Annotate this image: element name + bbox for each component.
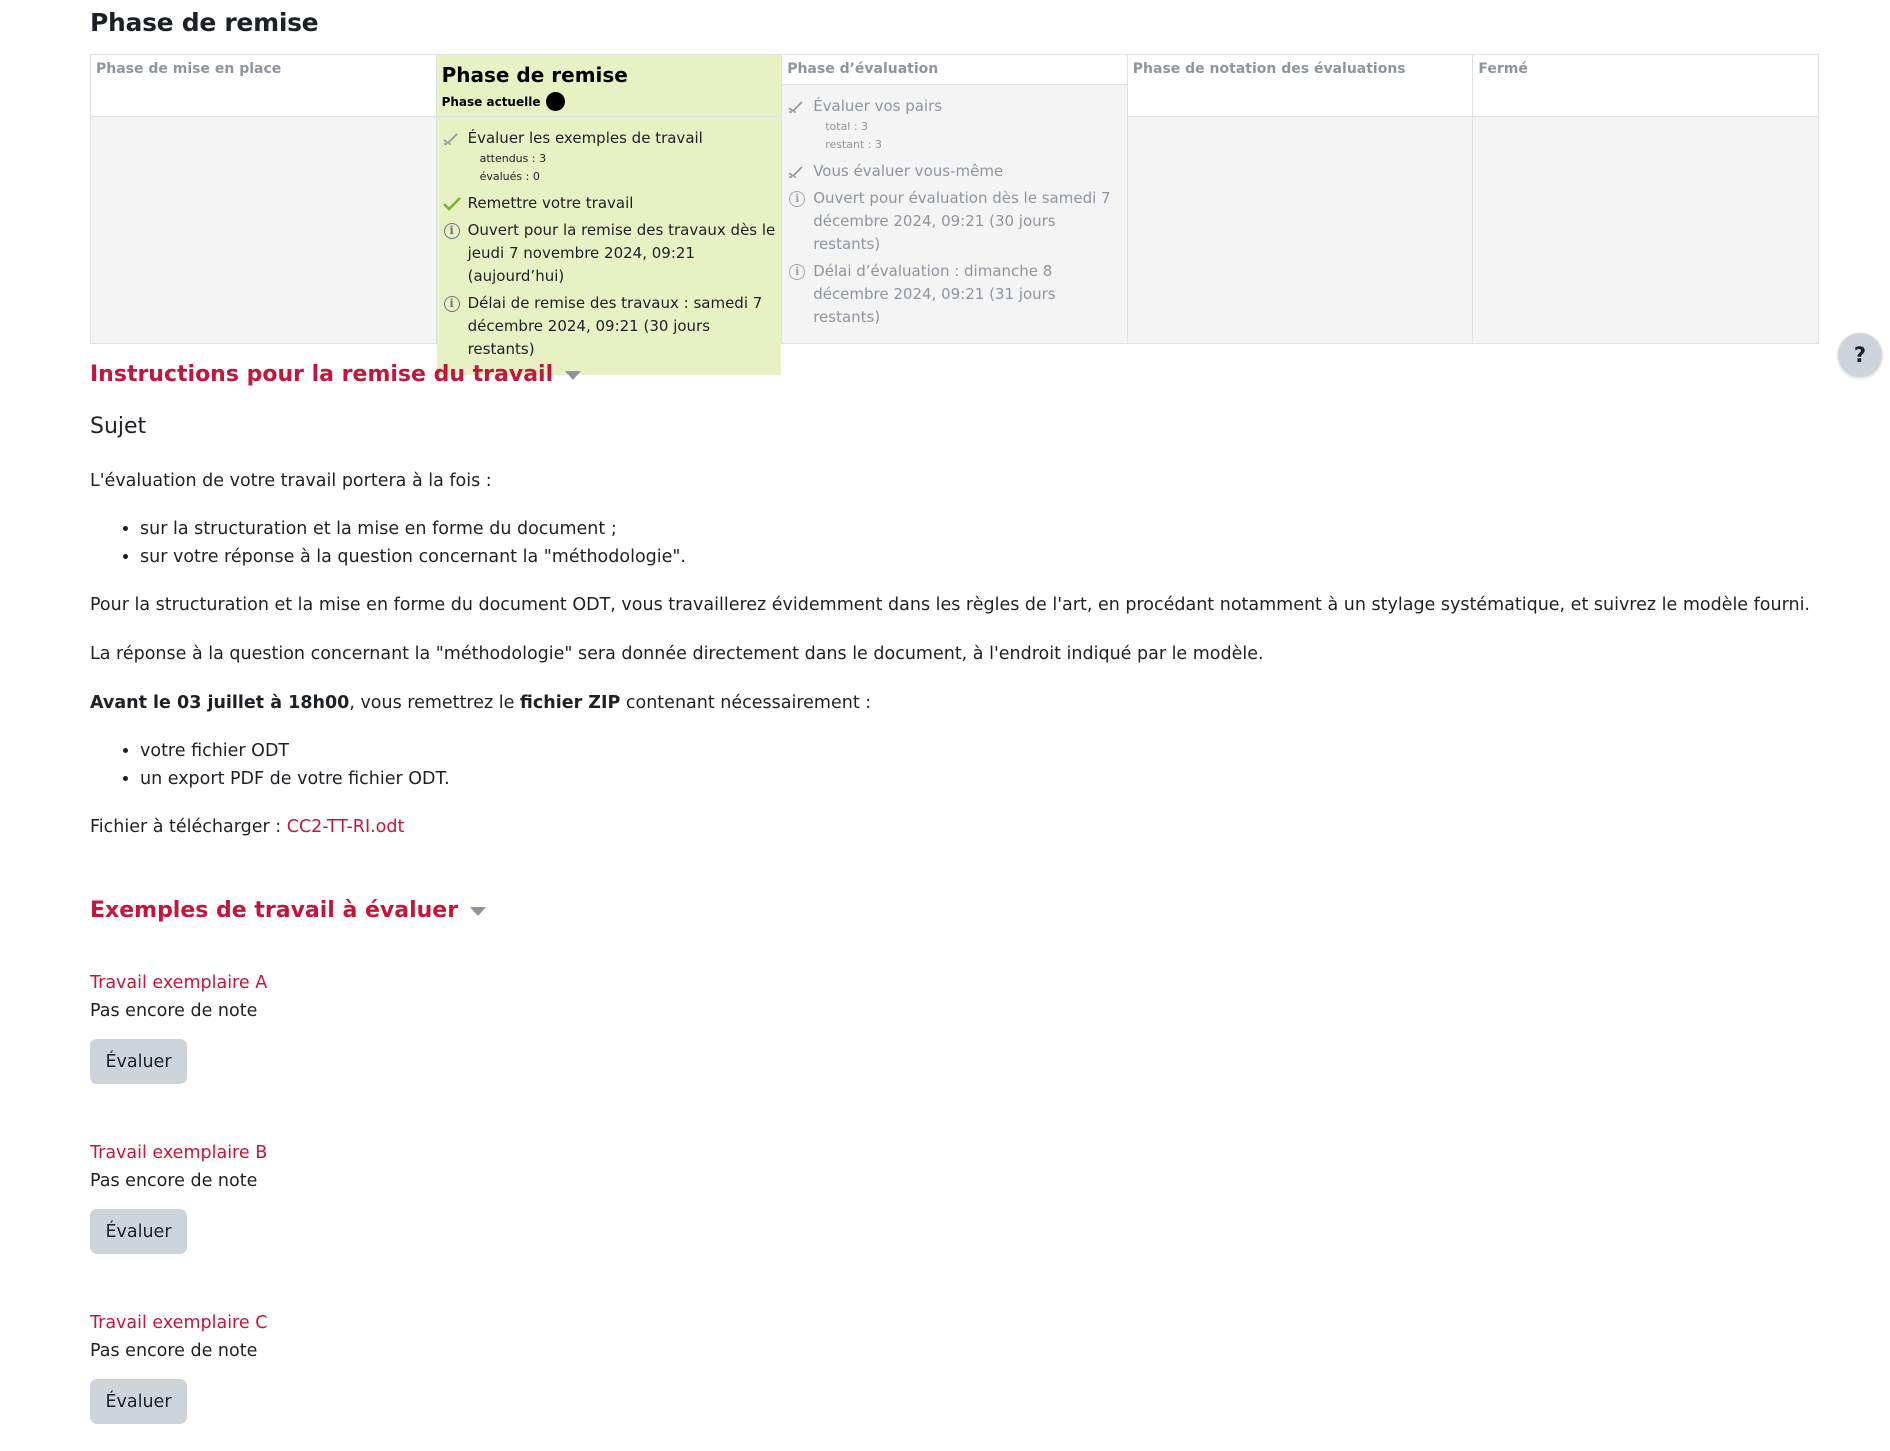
todo-check-icon <box>787 95 807 118</box>
task-assess-peers-details <box>825 118 1122 154</box>
phase-closed-name: Fermé <box>1473 55 1818 117</box>
example-submission-a <box>90 969 267 1084</box>
open-for-assessment-text: Ouvert pour évaluation dès le samedi 7 décembre 2024, 09:21 (30 jours restants) <box>813 189 1111 253</box>
example-grade: Pas encore de note <box>90 1171 258 1191</box>
file-type-bold: fichier ZIP <box>519 693 621 713</box>
task-submit-work <box>442 192 777 215</box>
task-assess-self-label: Vous évaluer vous-même <box>813 162 1004 180</box>
instructions-content <box>90 467 1819 841</box>
deliverable-item: • un export PDF de votre fichier ODT. <box>140 765 1819 793</box>
deadline-mid: , vous remettrez le <box>349 693 520 713</box>
phase-grading-evaluation-name: Phase de notation des évaluations <box>1128 55 1473 117</box>
task-assess-self <box>787 160 1122 183</box>
done-check-icon <box>442 192 462 215</box>
example-grade: Pas encore de note <box>90 1001 258 1021</box>
current-phase-label: Phase actuelle <box>441 94 541 109</box>
caret-down-icon <box>565 371 581 380</box>
phase-setup-tasks <box>91 117 436 343</box>
task-assess-examples <box>442 127 777 150</box>
examples-expected-count: attendus : 3 <box>479 152 547 165</box>
task-assessment-deadline <box>787 260 1122 329</box>
criteria-item: • sur la structuration et la mise en forme du document ; <box>140 515 1819 543</box>
caret-down-icon <box>470 907 486 916</box>
download-line <box>90 813 1819 841</box>
open-for-submission-text: Ouvert pour la remise des travaux dès le jeudi 7 novembre 2024, 09:21 (aujourd’hui) <box>467 221 776 285</box>
task-assess-examples-label: Évaluer les exemples de travail <box>467 129 703 147</box>
instructions-paragraph-2: La réponse à la question concernant la "méthodologie" sera donnée directement dans le document, à l'endroit indiqué par le modèle. <box>90 644 1264 664</box>
phase-table <box>90 54 1819 358</box>
phase-grading-evaluation-tasks <box>1128 117 1473 343</box>
phase-closed <box>1473 55 1818 343</box>
example-title-link[interactable]: Travail exemplaire C <box>90 1313 268 1333</box>
phase-setup-name: Phase de mise en place <box>91 55 436 117</box>
info-icon: i <box>787 260 807 283</box>
peers-total-count: total : 3 <box>825 120 869 133</box>
deliverable-item: • votre fichier ODT <box>140 737 1819 765</box>
instructions-heading-toggle[interactable] <box>90 362 581 387</box>
deliverables-list <box>90 737 1819 793</box>
phase-assessment-tasks <box>782 85 1127 343</box>
example-grade: Pas encore de note <box>90 1341 258 1361</box>
peers-remaining-count: restant : 3 <box>825 138 883 151</box>
phase-grading-evaluation <box>1128 55 1474 343</box>
phase-setup <box>91 55 437 343</box>
examples-heading-toggle[interactable] <box>90 898 486 923</box>
task-assess-examples-details <box>480 150 777 186</box>
example-title-link[interactable]: Travail exemplaire B <box>90 1143 268 1163</box>
current-phase-indicator <box>442 92 777 111</box>
phase-closed-tasks <box>1473 117 1818 343</box>
info-icon: i <box>787 187 807 210</box>
instructions-heading: Instructions pour la remise du travail <box>90 362 554 387</box>
phase-assessment-name: Phase d’évaluation <box>782 55 1127 85</box>
evaluation-criteria-list <box>90 515 1819 571</box>
task-open-for-submission <box>442 219 777 288</box>
assess-button[interactable]: Évaluer <box>90 1039 187 1084</box>
todo-check-icon <box>442 127 462 150</box>
instructions-intro: L'évaluation de votre travail portera à la fois : <box>90 471 492 491</box>
criteria-item: • sur votre réponse à la question concernant la "méthodologie". <box>140 543 1819 571</box>
download-file-link[interactable]: CC2-TT-RI.odt <box>286 817 405 837</box>
info-icon: i <box>442 292 462 315</box>
task-assess-peers-label: Évaluer vos pairs <box>813 97 943 115</box>
assess-button[interactable]: Évaluer <box>90 1379 187 1424</box>
info-icon: i <box>442 219 462 242</box>
examples-heading: Exemples de travail à évaluer <box>90 898 459 923</box>
deadline-end: contenant nécessairement : <box>620 693 872 713</box>
examples-assessed-count: évalués : 0 <box>479 170 540 183</box>
task-submit-work-link[interactable]: Remettre votre travail <box>467 194 634 212</box>
phase-submission-tasks <box>437 117 782 375</box>
instructions-paragraph-1: Pour la structuration et la mise en forme du document ODT, vous travaillerez évidemment dans les règles de l'art, en procédant notamment à un stylage systématique, et suivrez le modèle fourni. <box>90 595 1810 615</box>
task-assess-peers <box>787 95 1122 118</box>
phase-submission <box>437 55 783 358</box>
current-phase-dot-icon <box>546 92 565 111</box>
phase-submission-header <box>437 55 782 117</box>
instructions-deadline <box>90 689 1819 717</box>
task-submission-deadline <box>442 292 777 361</box>
deadline-bold: Avant le 03 juillet à 18h00 <box>90 693 350 713</box>
phase-submission-name: Phase de remise <box>441 63 628 87</box>
page-title: Phase de remise <box>90 8 319 37</box>
download-label: Fichier à télécharger : <box>90 817 287 837</box>
phase-assessment <box>782 55 1128 343</box>
assessment-deadline-text: Délai d’évaluation : dimanche 8 décembre 2024, 09:21 (31 jours restants) <box>813 262 1056 326</box>
assess-button[interactable]: Évaluer <box>90 1209 187 1254</box>
task-open-for-assessment <box>787 187 1122 256</box>
todo-check-icon <box>787 160 807 183</box>
help-button[interactable]: ? <box>1838 333 1882 377</box>
submission-deadline-text: Délai de remise des travaux : samedi 7 décembre 2024, 09:21 (30 jours restants) <box>467 294 763 358</box>
example-submission-b <box>90 1139 267 1254</box>
subject-title: Sujet <box>90 414 147 439</box>
example-title-link[interactable]: Travail exemplaire A <box>90 973 268 993</box>
example-submission-c <box>90 1309 267 1424</box>
